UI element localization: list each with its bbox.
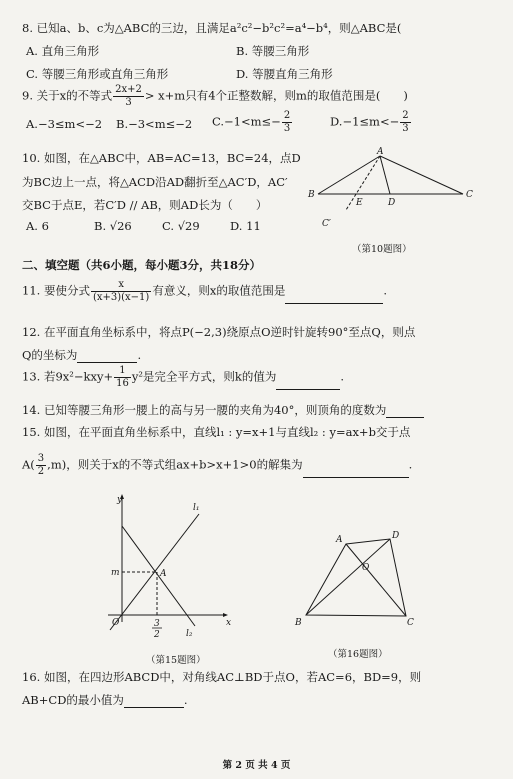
q15-label-l2: l₂ xyxy=(186,629,193,639)
q9-option-d-frac xyxy=(400,110,410,135)
q13-stem: 13. 若9x²−kxy+ $\frac{1}{16}$ y²是完全平方式，则k的值为 . xyxy=(22,365,345,389)
q9-stem xyxy=(22,84,408,109)
q11-frac-num: x xyxy=(91,279,151,292)
q10-option-a: A. 6 xyxy=(26,219,49,233)
q13-pre: 13. 若9x²−kxy+ xyxy=(22,369,114,384)
q15-caption: （第15题图） xyxy=(146,655,206,666)
q9-option-d xyxy=(330,110,412,135)
q15-tick-num: 3 xyxy=(154,619,160,629)
q10-option-c: C. √29 xyxy=(162,219,200,233)
q12-answer-blank[interactable] xyxy=(77,350,137,363)
q16-label-a: A xyxy=(336,535,343,545)
q9-frac-num: 2x+2 xyxy=(115,84,142,95)
q8-stem: 8. 已知a、b、c为△ABC的三边，且满足a²c²−b²c²=a⁴−b⁴，则△ABC是( xyxy=(22,21,402,35)
q9-post: > x+m只有4个正整数解，则m的取值范围是( ) xyxy=(144,88,408,103)
q9-frac-den: 3 xyxy=(125,97,132,108)
q16-caption: （第16题图） xyxy=(328,649,388,660)
q12-line-2-text: Q的坐标为 xyxy=(22,348,78,362)
q10-label-c: C xyxy=(466,190,473,200)
q16-line-2-text: AB+CD的最小值为 xyxy=(22,693,124,707)
q8-option-d: D. 等腰直角三角形 xyxy=(236,67,333,81)
q9-opt-d-den: 3 xyxy=(402,123,409,134)
q13-frac-num: 1 xyxy=(114,365,131,378)
q16-quadrilateral xyxy=(306,539,406,616)
q15-fraction xyxy=(36,453,46,478)
q11-post: 有意义，则x的取值范围是 xyxy=(152,283,286,298)
q10-label-c-prime: C′ xyxy=(322,219,331,229)
q10-label-a: A xyxy=(377,147,384,157)
q16-answer-blank[interactable] xyxy=(124,695,184,708)
q9-option-c-text: C.−1<m≤− xyxy=(212,114,281,129)
q9-opt-c-den: 3 xyxy=(283,123,291,134)
q10-label-e: E xyxy=(356,198,363,208)
q9-option-d-text: D.−1≤m<− xyxy=(330,114,400,129)
q10-option-d: D. 11 xyxy=(230,219,261,233)
q10-caption: （第10题图） xyxy=(352,244,412,255)
q10-line-1: 10. 如图，在△ABC中，AB=AC=13，BC=24，点D xyxy=(22,151,301,165)
q10-segment-ad xyxy=(380,156,390,194)
q15-label-x: x xyxy=(226,618,232,628)
q10-label-b: B xyxy=(308,190,315,200)
q10-line-2: 为BC边上一点，将△ACD沿AD翻折至△AC′D，AC′ xyxy=(22,175,288,189)
q14-answer-blank[interactable] xyxy=(386,405,424,418)
q10-figure xyxy=(308,148,478,238)
q10-segment-ab xyxy=(318,156,380,194)
q15-x-arrow xyxy=(223,613,228,617)
q15-label-a: A xyxy=(160,569,167,579)
q9-option-c-frac xyxy=(282,110,292,135)
q13-post: y²是完全平方式，则k的值为 xyxy=(131,369,277,384)
q10-option-b: B. √26 xyxy=(94,219,132,233)
q11-answer-blank[interactable] xyxy=(285,291,383,304)
q9-opt-c-num: 2 xyxy=(283,110,291,121)
q8-option-c: C. 等腰三角形或直角三角形 xyxy=(26,67,169,81)
q15-label-o: O xyxy=(112,618,120,628)
q16-label-b: B xyxy=(295,618,302,628)
q15-label-m: m xyxy=(111,568,120,578)
q16-figure xyxy=(292,528,412,628)
q16-line-2: AB+CD的最小值为 . xyxy=(22,693,188,707)
q15-line-l2 xyxy=(122,526,195,626)
q8-option-b: B. 等腰三角形 xyxy=(236,44,310,58)
q10-line-3: 交BC于点E，若C′D // AB，则AD长为（ ） xyxy=(22,198,268,212)
q15-post: ,m)，则关于x的不等式组ax+b>x+1>0的解集为 xyxy=(47,457,303,472)
q11-pre: 11. 要使分式 xyxy=(22,283,90,298)
q15-tick-den: 2 xyxy=(154,630,160,640)
q16-label-c: C xyxy=(407,618,414,628)
q13-frac-den: 16 xyxy=(116,378,129,389)
q13-answer-blank[interactable] xyxy=(276,377,340,390)
q11-fraction xyxy=(91,279,151,304)
q10-segment-ac-prime xyxy=(346,156,380,210)
q16-label-o: O xyxy=(362,563,370,573)
q9-opt-d-num: 2 xyxy=(402,110,409,121)
q16-diagonal-bd xyxy=(306,539,390,615)
q9-option-a: A.−3≤m<−2 xyxy=(26,117,103,131)
q15-frac-den: 2 xyxy=(37,466,45,477)
q8-option-a: A. 直角三角形 xyxy=(26,44,100,58)
page-footer: 第 2 页 共 4 页 xyxy=(222,760,291,771)
q9-option-b: B.−3<m≤−2 xyxy=(116,117,193,131)
q13-fraction xyxy=(114,365,131,390)
q15-label-l1: l₁ xyxy=(193,503,200,513)
q15-figure xyxy=(100,492,240,642)
q15-line-1: 15. 如图，在平面直角坐标系中，直线l₁ : y=x+1与直线l₂ : y=ax+b交于点 xyxy=(22,425,411,439)
q12-line-2: Q的坐标为 . xyxy=(22,348,142,362)
q11-frac-den: (x+3)(x−1) xyxy=(92,292,150,303)
q16-label-d: D xyxy=(392,531,400,541)
q9-pre: 9. 关于x的不等式 xyxy=(22,88,113,103)
q10-label-d: D xyxy=(388,198,396,208)
section-2-heading: 二、填空题（共6小题，每小题3分，共18分） xyxy=(22,258,262,272)
q15-label-y: y xyxy=(117,495,123,505)
q9-option-c xyxy=(212,110,293,135)
q9-fraction xyxy=(113,84,144,109)
q11-stem: 11. 要使分式 $\frac{x}{(x+3)(x-1)}$ 有意义，则x的取值范围是 . xyxy=(22,279,387,303)
q15-pre: A( xyxy=(22,457,35,472)
q15-frac-num: 3 xyxy=(37,453,45,464)
q15-answer-blank[interactable] xyxy=(303,465,409,478)
q12-line-1: 12. 在平面直角坐标系中，将点P(−2,3)绕原点O逆时针旋转90°至点Q，则点 xyxy=(22,325,416,339)
q14-text: 14. 已知等腰三角形一腰上的高与另一腰的夹角为40°，则顶角的度数为 xyxy=(22,403,387,417)
q16-diagonal-ac xyxy=(346,544,406,616)
q10-segment-ac xyxy=(380,156,463,194)
q16-line-1: 16. 如图，在四边形ABCD中，对角线AC⊥BD于点O，若AC=6，BD=9，则 xyxy=(22,670,422,684)
q14-stem xyxy=(22,402,424,418)
q15-line-2: A( $\frac{3}{2}$ ,m)，则关于x的不等式组ax+b>x+1>0的解集为 . xyxy=(22,453,413,477)
